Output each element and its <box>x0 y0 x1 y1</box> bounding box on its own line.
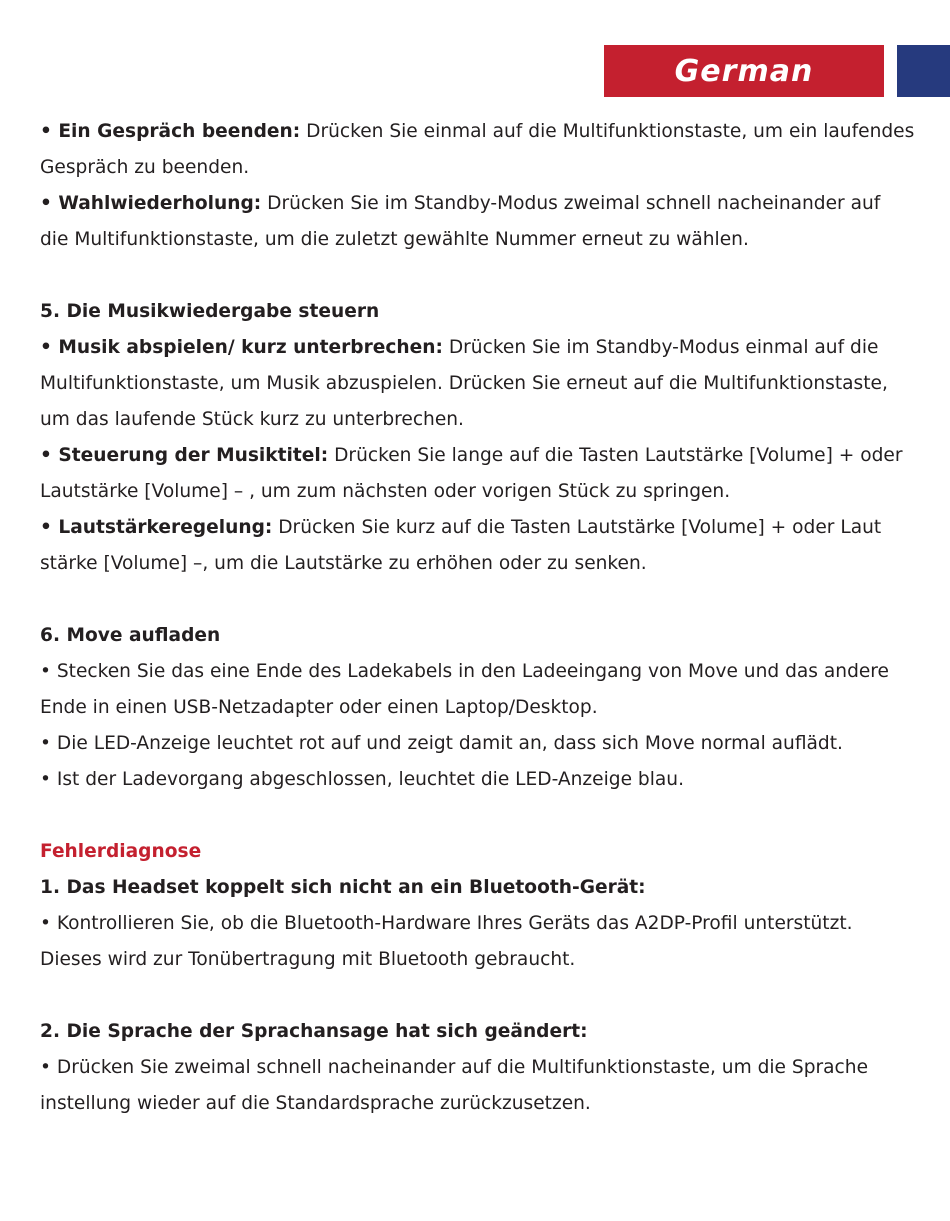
line-track-control <box>40 438 940 474</box>
desc-redial: Drücken Sie im Standby-Modus zweimal schnell nacheinander auf <box>261 193 881 214</box>
line: Ende in einen USB-Netzadapter oder einen Laptop/Desktop. <box>40 697 598 718</box>
desc-end-call: Drücken Sie einmal auf die Multifunktionstaste, um ein laufendes <box>300 121 915 142</box>
trouble-item-2-heading: 2. Die Sprache der Sprachansage hat sich geändert: <box>40 1021 588 1042</box>
line: • Drücken Sie zweimal schnell nacheinander auf die Multifunktionstaste, um die Sprache <box>40 1057 869 1078</box>
term-redial: • Wahlwiederholung: <box>40 193 262 214</box>
line: • Die LED-Anzeige leuchtet rot auf und zeigt damit an, dass sich Move normal auflädt. <box>40 733 843 754</box>
line: • Stecken Sie das eine Ende des Ladekabels in den Ladeeingang von Move und das andere <box>40 661 889 682</box>
line: Multifunktionstaste, um Musik abzuspielen. Drücken Sie erneut auf die Multifunktionstaste, <box>40 373 888 394</box>
line: • Kontrollieren Sie, ob die Bluetooth-Hardware Ihres Geräts das A2DP-Profil unterstützt. <box>40 913 853 934</box>
manual-text <box>40 114 940 1122</box>
troubleshooting-heading: Fehlerdiagnose <box>40 841 202 862</box>
line: • Ist der Ladevorgang abgeschlossen, leuchtet die LED-Anzeige blau. <box>40 769 684 790</box>
page-tab-marker <box>897 45 950 97</box>
line-end-call <box>40 114 940 150</box>
trouble-item-1-heading: 1. Das Headset koppelt sich nicht an ein Bluetooth-Gerät: <box>40 877 646 898</box>
section-heading-music: 5. Die Musikwiedergabe steuern <box>40 301 380 322</box>
line-play-pause <box>40 330 940 366</box>
line: Dieses wird zur Tonübertragung mit Bluetooth gebraucht. <box>40 949 576 970</box>
line: stärke [Volume] –, um die Lautstärke zu erhöhen oder zu senken. <box>40 553 647 574</box>
line: um das laufende Stück kurz zu unterbrechen. <box>40 409 464 430</box>
desc-volume: Drücken Sie kurz auf die Tasten Lautstärke [Volume] + oder Laut <box>272 517 882 538</box>
line: die Multifunktionstaste, um die zuletzt gewählte Nummer erneut zu wählen. <box>40 229 749 250</box>
desc-play-pause: Drücken Sie im Standby-Modus einmal auf die <box>442 337 879 358</box>
language-badge: German <box>604 45 884 97</box>
term-track-control: • Steuerung der Musiktitel: <box>40 445 329 466</box>
line: Lautstärke [Volume] – , um zum nächsten oder vorigen Stück zu springen. <box>40 481 731 502</box>
line: instellung wieder auf die Standardsprache zurückzusetzen. <box>40 1093 591 1114</box>
term-end-call: • Ein Gespräch beenden: <box>40 121 301 142</box>
section-heading-charging: 6. Move aufladen <box>40 625 221 646</box>
term-play-pause: • Musik abspielen/ kurz unterbrechen: <box>40 337 443 358</box>
line-redial <box>40 186 940 222</box>
term-volume: • Lautstärkeregelung: <box>40 517 273 538</box>
desc-track-control: Drücken Sie lange auf die Tasten Lautstärke [Volume] + oder <box>328 445 903 466</box>
line-volume <box>40 510 940 546</box>
line: Gespräch zu beenden. <box>40 157 250 178</box>
